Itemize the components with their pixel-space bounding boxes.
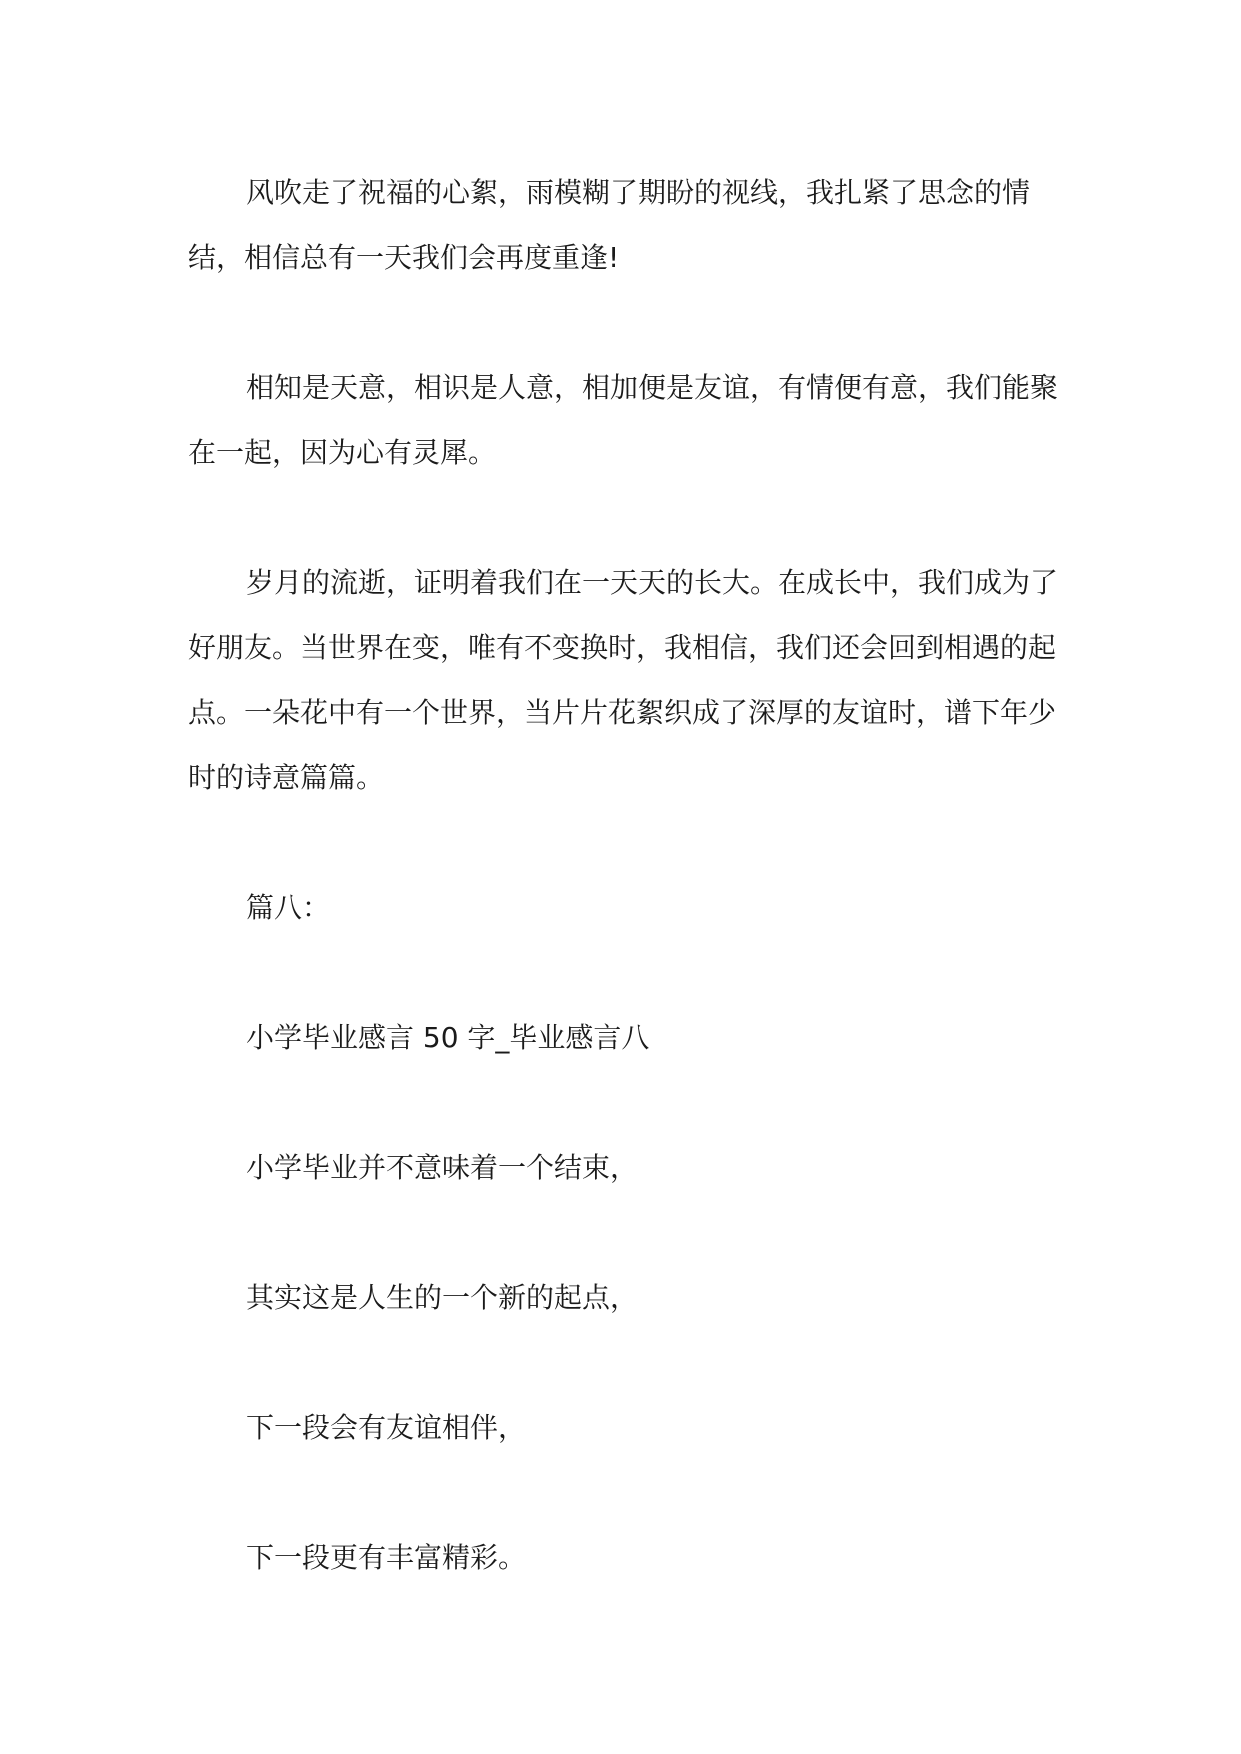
section-heading: 篇八：: [246, 891, 331, 924]
paragraph-blessing: 风吹走了祝福的心絮，雨模糊了期盼的视线，我扎紧了思念的情结，相信总有一天我们会再度重逢!: [188, 176, 1031, 274]
verse-line-1: 小学毕业并不意味着一个结束，: [246, 1151, 639, 1184]
document-body: [188, 160, 1058, 1655]
paragraph-friendship: 相知是天意，相识是人意，相加便是友谊，有情便有意，我们能聚在一起，因为心有灵犀。: [188, 371, 1059, 469]
verse-line-3: 下一段会有友谊相伴，: [246, 1411, 527, 1444]
verse-line-4: 下一段更有丰富精彩。: [246, 1541, 527, 1574]
article-title: 小学毕业感言 50 字_毕业感言八: [246, 1021, 650, 1054]
paragraph-growth: 岁月的流逝，证明着我们在一天天的长大。在成长中，我们成为了好朋友。当世界在变，唯有不变换时，我相信，我们还会回到相遇的起点。一朵花中有一个世界，当片片花絮织成了深厚的友谊时，谱下年少时的诗意篇篇。: [188, 566, 1059, 794]
verse-line-2: 其实这是人生的一个新的起点，: [246, 1281, 639, 1314]
